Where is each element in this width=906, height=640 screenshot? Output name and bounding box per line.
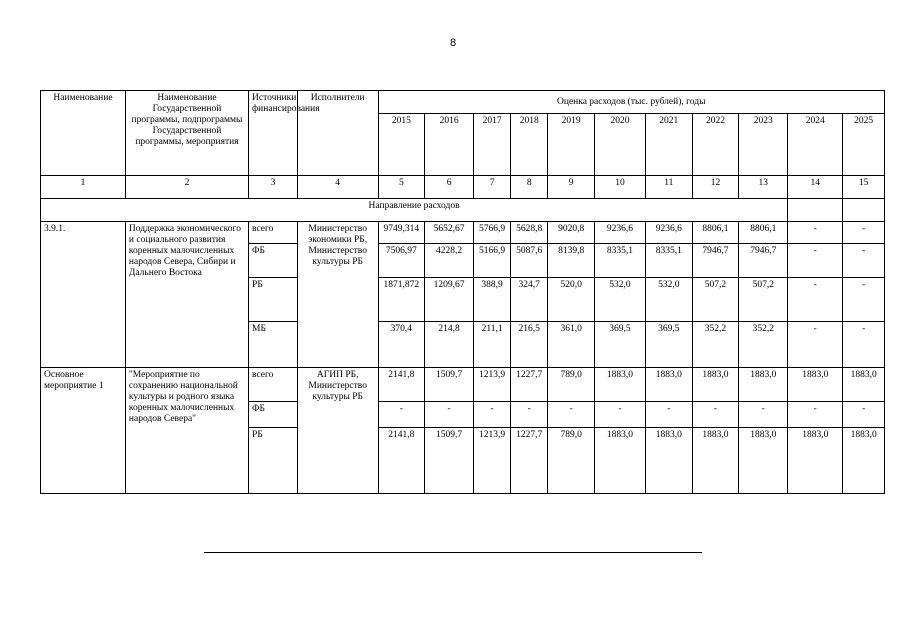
header-row	[41, 91, 885, 114]
value-cell: 1883,0	[788, 368, 843, 402]
section-row	[41, 199, 885, 222]
value-cell: 1883,0	[843, 428, 885, 494]
value-cell: 8806,1	[739, 222, 788, 244]
header-year: 2022	[692, 114, 739, 176]
value-cell: 369,5	[645, 322, 692, 368]
value-cell: 5628,8	[511, 222, 548, 244]
value-cell: -	[788, 402, 843, 428]
value-cell: 2141,8	[378, 368, 425, 402]
value-cell: 1883,0	[595, 428, 646, 494]
value-cell: 7506,97	[378, 244, 425, 278]
column-number: 7	[474, 176, 511, 199]
header-year: 2015	[378, 114, 425, 176]
column-number: 5	[378, 176, 425, 199]
header-year: 2025	[843, 114, 885, 176]
column-number: 8	[511, 176, 548, 199]
value-cell: -	[474, 402, 511, 428]
section-empty-cell	[788, 199, 843, 222]
row-executor: Министерство экономики РБ, Министерство культуры РБ	[297, 222, 378, 368]
funding-source: МБ	[249, 322, 298, 368]
value-cell: 9236,6	[595, 222, 646, 244]
value-cell: -	[548, 402, 595, 428]
value-cell: 1871,872	[378, 278, 425, 322]
header-year: 2023	[739, 114, 788, 176]
value-cell: 1883,0	[843, 368, 885, 402]
value-cell: -	[788, 222, 843, 244]
row-executor: АГИП РБ, Министерство культуры РБ	[297, 368, 378, 494]
value-cell: 1883,0	[739, 428, 788, 494]
value-cell: 1883,0	[692, 428, 739, 494]
value-cell: 5652,67	[425, 222, 474, 244]
funding-source: всего	[249, 222, 298, 244]
value-cell: 532,0	[595, 278, 646, 322]
table-row	[41, 222, 885, 244]
value-cell: 1883,0	[595, 368, 646, 402]
value-cell: 520,0	[548, 278, 595, 322]
header-year: 2021	[645, 114, 692, 176]
value-cell: 1883,0	[739, 368, 788, 402]
row-code: Основное мероприятие 1	[41, 368, 126, 494]
funding-source: РБ	[249, 278, 298, 322]
value-cell: 8335,1	[595, 244, 646, 278]
value-cell: 5766,9	[474, 222, 511, 244]
table-row	[41, 368, 885, 402]
value-cell: 1509,7	[425, 368, 474, 402]
funding-source: ФБ	[249, 402, 298, 428]
value-cell: 7946,7	[739, 244, 788, 278]
column-number: 10	[595, 176, 646, 199]
value-cell: 9749,314	[378, 222, 425, 244]
value-cell: 370,4	[378, 322, 425, 368]
value-cell: -	[595, 402, 646, 428]
value-cell: -	[788, 278, 843, 322]
value-cell: 1227,7	[511, 428, 548, 494]
page-number: 8	[449, 37, 457, 49]
value-cell: 1209,67	[425, 278, 474, 322]
value-cell: 8806,1	[692, 222, 739, 244]
header-year: 2017	[474, 114, 511, 176]
header-year: 2019	[548, 114, 595, 176]
value-cell: 324,7	[511, 278, 548, 322]
value-cell: 9236,6	[645, 222, 692, 244]
value-cell: -	[843, 244, 885, 278]
value-cell: 1227,7	[511, 368, 548, 402]
table-body	[41, 222, 885, 494]
value-cell: 2141,8	[378, 428, 425, 494]
value-cell: 352,2	[692, 322, 739, 368]
value-cell: 507,2	[692, 278, 739, 322]
column-number: 6	[425, 176, 474, 199]
value-cell: -	[425, 402, 474, 428]
row-title: "Мероприятие по сохранению национальной культуры и родного языка коренных малочисленных народов Севера"	[125, 368, 248, 494]
funding-source: РБ	[249, 428, 298, 494]
column-number: 1	[41, 176, 126, 199]
expenses-table	[40, 90, 885, 494]
funding-source: всего	[249, 368, 298, 402]
value-cell: 1213,9	[474, 428, 511, 494]
value-cell: -	[788, 322, 843, 368]
value-cell: 532,0	[645, 278, 692, 322]
value-cell: -	[378, 402, 425, 428]
value-cell: 8139,8	[548, 244, 595, 278]
value-cell: 8335,1	[645, 244, 692, 278]
header-year: 2016	[425, 114, 474, 176]
column-number: 14	[788, 176, 843, 199]
section-title: Направление расходов	[41, 199, 788, 222]
column-number: 4	[297, 176, 378, 199]
funding-source: ФБ	[249, 244, 298, 278]
column-number: 12	[692, 176, 739, 199]
value-cell: -	[511, 402, 548, 428]
value-cell: 9020,8	[548, 222, 595, 244]
value-cell: 1213,9	[474, 368, 511, 402]
row-title: Поддержка экономического и социального развития коренных малочисленных народов Севера, Сибири и Дальнего Востока	[125, 222, 248, 368]
value-cell: 388,9	[474, 278, 511, 322]
footer-rule	[204, 552, 702, 553]
value-cell: 5166,9	[474, 244, 511, 278]
value-cell: -	[843, 222, 885, 244]
header-name: Наименование	[41, 91, 126, 176]
value-cell: 1883,0	[645, 428, 692, 494]
value-cell: 7946,7	[692, 244, 739, 278]
header-year: 2024	[788, 114, 843, 176]
column-number: 15	[843, 176, 885, 199]
column-number: 9	[548, 176, 595, 199]
header-executors: Исполнители	[297, 91, 378, 176]
value-cell: 211,1	[474, 322, 511, 368]
column-number: 11	[645, 176, 692, 199]
value-cell: 214,8	[425, 322, 474, 368]
section-empty-cell	[843, 199, 885, 222]
value-cell: 507,2	[739, 278, 788, 322]
value-cell: -	[692, 402, 739, 428]
value-cell: 352,2	[739, 322, 788, 368]
header-expenses: Оценка расходов (тыс. рублей), годы	[378, 91, 885, 114]
header-program: Наименование Государственной программы, подпрограммы Государственной программы, мероприятия	[125, 91, 248, 176]
row-code: 3.9.1.	[41, 222, 126, 368]
value-cell: 789,0	[548, 368, 595, 402]
column-numbers-row	[41, 176, 885, 199]
header-source: Источники финансирования	[249, 91, 298, 176]
value-cell: 5087,6	[511, 244, 548, 278]
value-cell: 361,0	[548, 322, 595, 368]
value-cell: 1509,7	[425, 428, 474, 494]
value-cell: 1883,0	[645, 368, 692, 402]
value-cell: 789,0	[548, 428, 595, 494]
value-cell: -	[843, 402, 885, 428]
column-number: 2	[125, 176, 248, 199]
value-cell: 216,5	[511, 322, 548, 368]
value-cell: 1883,0	[788, 428, 843, 494]
value-cell: 369,5	[595, 322, 646, 368]
column-number: 3	[249, 176, 298, 199]
value-cell: 4228,2	[425, 244, 474, 278]
value-cell: -	[645, 402, 692, 428]
value-cell: -	[788, 244, 843, 278]
header-year: 2020	[595, 114, 646, 176]
header-year: 2018	[511, 114, 548, 176]
value-cell: -	[843, 278, 885, 322]
value-cell: 1883,0	[692, 368, 739, 402]
column-number: 13	[739, 176, 788, 199]
value-cell: -	[843, 322, 885, 368]
value-cell: -	[739, 402, 788, 428]
